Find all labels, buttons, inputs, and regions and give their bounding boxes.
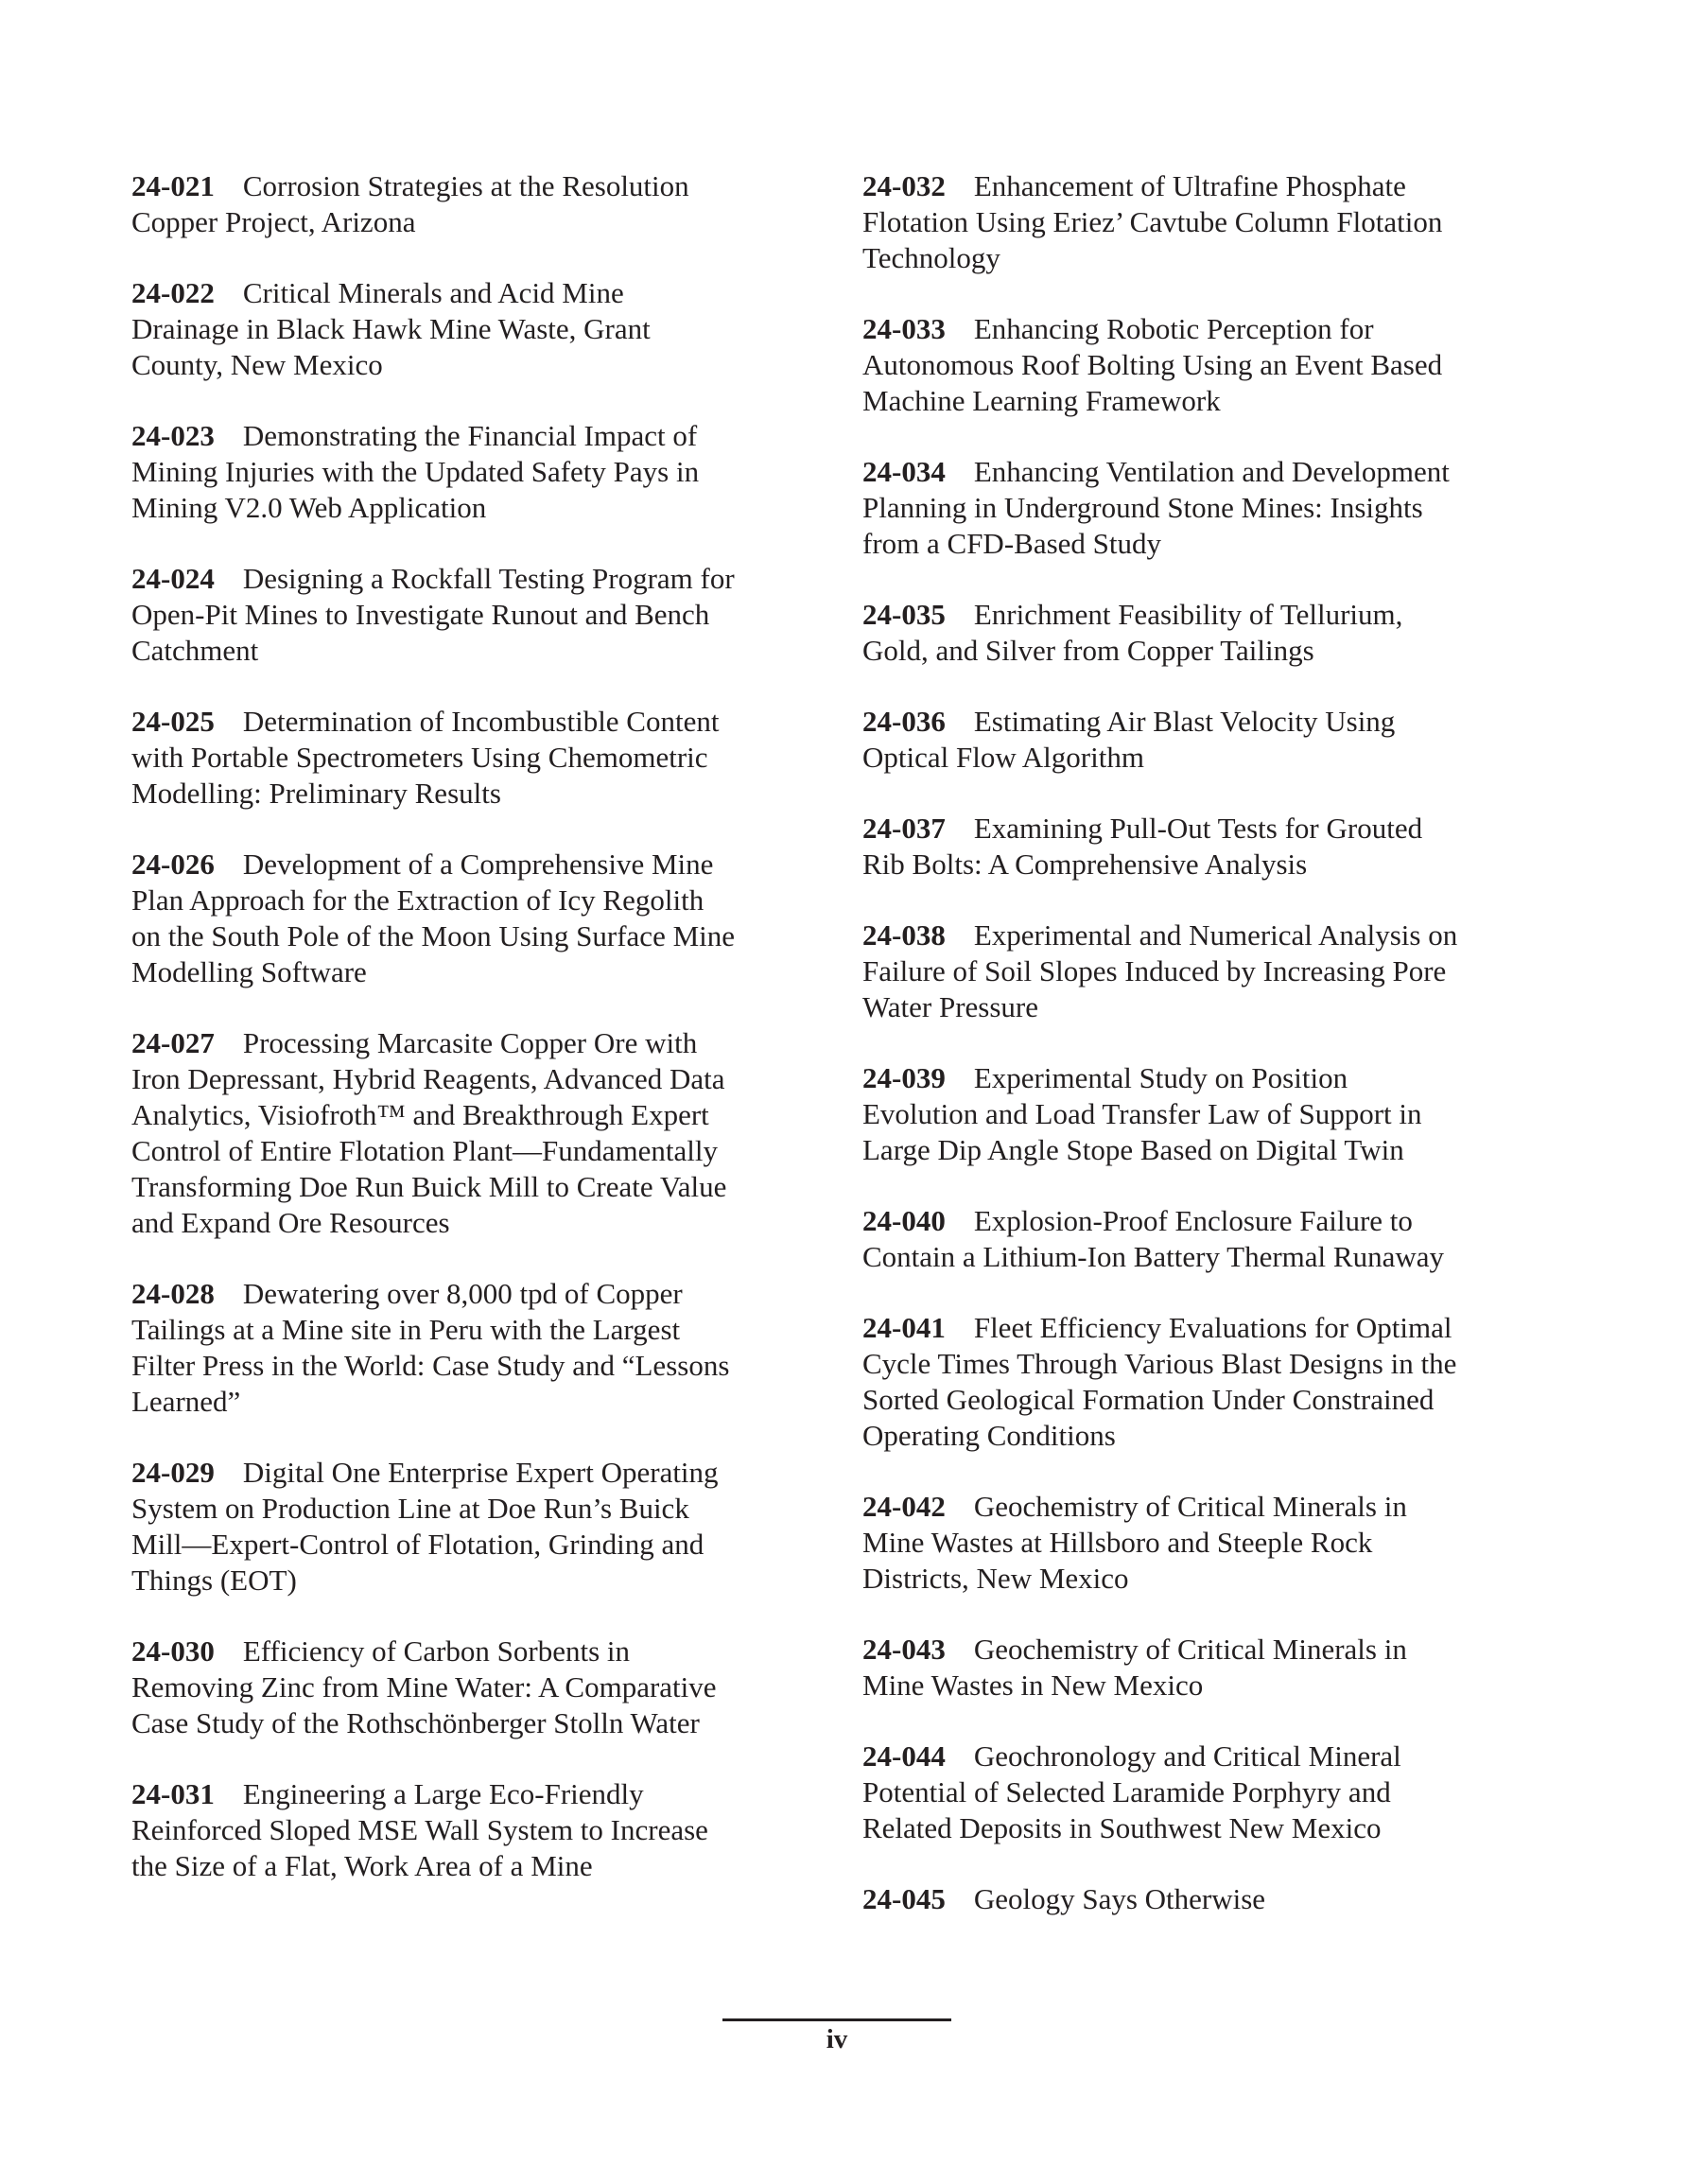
toc-entry	[131, 1634, 737, 1741]
entry-title: Enhancing Robotic Perception for Autonomous Roof Bolting Using an Event Based Machine Learning Framework	[862, 312, 1443, 417]
entry-title: Efficiency of Carbon Sorbents in Removing Zinc from Mine Water: A Comparative Case Study of the Rothschönberger Stolln Water	[131, 1634, 717, 1739]
toc-entry	[862, 1310, 1468, 1454]
toc-entry	[862, 168, 1468, 276]
entry-number: 24-034	[862, 455, 946, 488]
entry-number: 24-029	[131, 1456, 215, 1489]
entry-title: Geochemistry of Critical Minerals in Mine Wastes at Hillsboro and Steeple Rock Districts, New Mexico	[862, 1490, 1407, 1595]
entry-number: 24-033	[862, 312, 946, 345]
toc-entry	[131, 168, 737, 240]
entry-number: 24-041	[862, 1311, 946, 1344]
toc-entry	[862, 597, 1468, 669]
entry-title: Explosion-Proof Enclosure Failure to Contain a Lithium-Ion Battery Thermal Runaway	[862, 1204, 1444, 1273]
toc-entry	[862, 1632, 1468, 1704]
entry-title: Examining Pull-Out Tests for Grouted Rib Bolts: A Comprehensive Analysis	[862, 812, 1423, 881]
toc-entry	[862, 704, 1468, 776]
entry-title: Digital One Enterprise Expert Operating System on Production Line at Doe Run’s Buick Mill—Expert-Control of Flotation, Grinding and Things (EOT)	[131, 1456, 719, 1597]
entry-title: Estimating Air Blast Velocity Using Optical Flow Algorithm	[862, 705, 1396, 774]
entry-title: Geochronology and Critical Mineral Potential of Selected Laramide Porphyry and Related Deposits in Southwest New Mexico	[862, 1739, 1401, 1844]
entry-title: Geochemistry of Critical Minerals in Mine Wastes in New Mexico	[862, 1633, 1407, 1702]
toc-entry	[862, 1060, 1468, 1168]
toc-entry	[862, 811, 1468, 882]
toc-entry	[131, 275, 737, 383]
entry-title: Critical Minerals and Acid Mine Drainage in Black Hawk Mine Waste, Grant County, New Mexico	[131, 276, 651, 381]
entry-title: Development of a Comprehensive Mine Plan Approach for the Extraction of Icy Regolith on the South Pole of the Moon Using Surface Mine Modelling Software	[131, 847, 736, 988]
toc-entry	[131, 1025, 737, 1241]
entry-number: 24-026	[131, 847, 215, 881]
entry-title: Engineering a Large Eco-Friendly Reinforced Sloped MSE Wall System to Increase the Size of a Flat, Work Area of a Mine	[131, 1777, 708, 1882]
entry-number: 24-028	[131, 1277, 215, 1310]
toc-entry	[862, 1881, 1468, 1917]
entry-number: 24-036	[862, 705, 946, 738]
entry-title: Enhancing Ventilation and Development Planning in Underground Stone Mines: Insights from a CFD-Based Study	[862, 455, 1450, 560]
left-column	[131, 168, 737, 1919]
toc-entry	[131, 704, 737, 812]
toc-entry	[862, 1738, 1468, 1846]
entry-number: 24-039	[862, 1061, 946, 1094]
entry-number: 24-035	[862, 598, 946, 631]
entry-number: 24-030	[131, 1634, 215, 1668]
toc-entry	[131, 847, 737, 990]
entry-title: Geology Says Otherwise	[973, 1882, 1266, 1915]
entry-number: 24-042	[862, 1490, 946, 1523]
entry-number: 24-040	[862, 1204, 946, 1237]
entry-title: Corrosion Strategies at the Resolution Copper Project, Arizona	[131, 169, 689, 238]
toc-entry	[131, 1776, 737, 1884]
entry-number: 24-044	[862, 1739, 946, 1773]
toc-entry	[862, 311, 1468, 419]
toc-entry	[131, 1276, 737, 1420]
entry-number: 24-043	[862, 1633, 946, 1666]
entry-number: 24-027	[131, 1026, 215, 1059]
entry-title: Processing Marcasite Copper Ore with Iron Depressant, Hybrid Reagents, Advanced Data Analytics, Visiofroth™ and Breakthrough Expert Control of Entire Flotation Plant—Fundamentally Transforming Doe Run Buick Mill to Create Value and Expand Ore Resources	[131, 1026, 727, 1239]
toc-entry	[862, 454, 1468, 562]
entry-number: 24-038	[862, 918, 946, 952]
entry-title: Fleet Efficiency Evaluations for Optimal Cycle Times Through Various Blast Designs in the Sorted Geological Formation Under Constrained Operating Conditions	[862, 1311, 1457, 1452]
page-number: iv	[826, 2024, 848, 2054]
toc-entry	[131, 561, 737, 669]
toc-entry	[131, 1455, 737, 1599]
toc-entry	[862, 1489, 1468, 1597]
entry-number: 24-022	[131, 276, 215, 309]
toc-entry	[862, 917, 1468, 1025]
footer-divider	[722, 2018, 951, 2021]
entry-title: Enrichment Feasibility of Tellurium, Gold, and Silver from Copper Tailings	[862, 598, 1403, 667]
entry-title: Demonstrating the Financial Impact of Mining Injuries with the Updated Safety Pays in Mining V2.0 Web Application	[131, 419, 700, 524]
entry-number: 24-037	[862, 812, 946, 845]
entry-number: 24-031	[131, 1777, 215, 1810]
entry-title: Designing a Rockfall Testing Program for Open-Pit Mines to Investigate Runout and Bench Catchment	[131, 562, 735, 667]
entry-number: 24-024	[131, 562, 215, 595]
entry-number: 24-045	[862, 1882, 946, 1915]
entry-number: 24-023	[131, 419, 215, 452]
toc-entry	[862, 1203, 1468, 1275]
entry-title: Determination of Incombustible Content with Portable Spectrometers Using Chemometric Modelling: Preliminary Results	[131, 705, 720, 810]
entry-title: Experimental and Numerical Analysis on Failure of Soil Slopes Induced by Increasing Pore Water Pressure	[862, 918, 1458, 1023]
entry-number: 24-021	[131, 169, 215, 202]
entry-number: 24-025	[131, 705, 215, 738]
toc-entry	[131, 418, 737, 526]
entry-title: Enhancement of Ultrafine Phosphate Flotation Using Eriez’ Cavtube Column Flotation Technology	[862, 169, 1443, 274]
entry-title: Dewatering over 8,000 tpd of Copper Tailings at a Mine site in Peru with the Largest Filter Press in the World: Case Study and “Lessons Learned”	[131, 1277, 730, 1418]
entry-title: Experimental Study on Position Evolution and Load Transfer Law of Support in Large Dip Angle Stope Based on Digital Twin	[862, 1061, 1422, 1166]
entry-number: 24-032	[862, 169, 946, 202]
right-column	[862, 168, 1468, 1952]
